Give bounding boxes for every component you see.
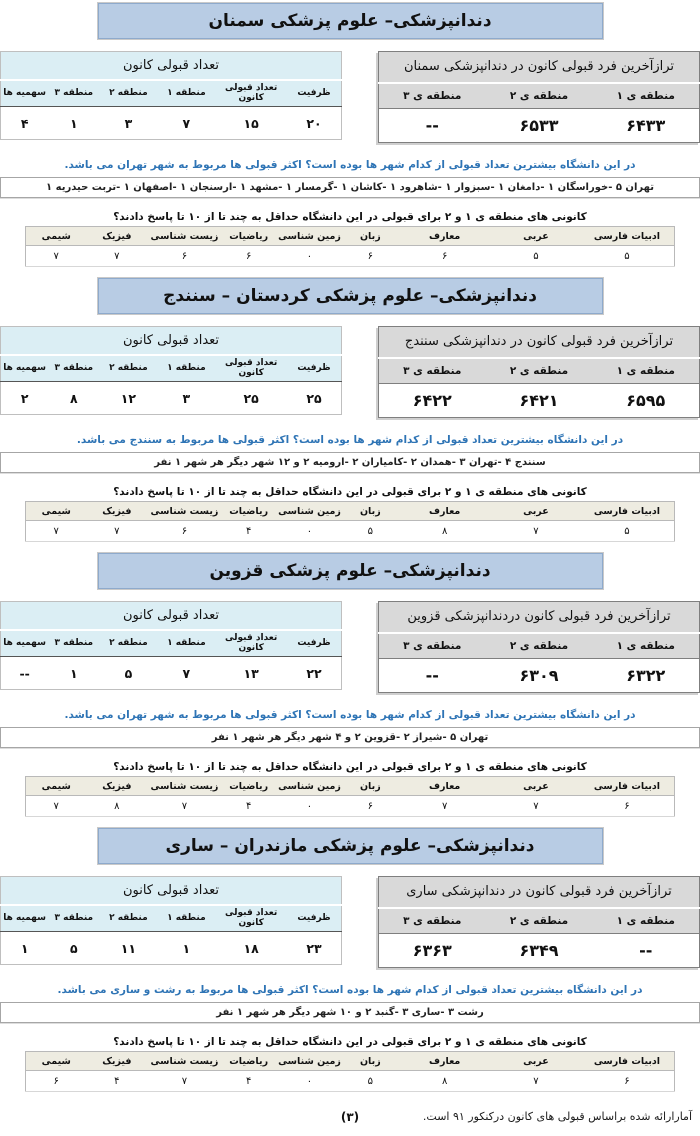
- subject-header-geology: زمین شناسی: [276, 502, 344, 521]
- subject-value-religion: ۸: [397, 1071, 492, 1092]
- score-table-title: ترازآخرین فرد قبولی کانون در دندانپزشکی سمنان: [379, 52, 700, 83]
- subject-header-language: زبان: [343, 1052, 397, 1071]
- score-header-region1: منطقه ی ۱: [593, 633, 700, 659]
- subject-value-chemistry: ۶: [26, 1071, 87, 1092]
- count-value-admitted: ۱۸: [215, 932, 287, 965]
- count-header-quota: سهمیه ها: [1, 905, 49, 932]
- subject-header-biology: زیست شناسی: [147, 777, 221, 796]
- university-section-sanandaj: [0, 278, 700, 542]
- subject-value-math: ۶: [222, 246, 276, 267]
- count-value-region1: ۷: [157, 107, 215, 140]
- subject-value-geology: ۰: [276, 246, 344, 267]
- subject-header-chemistry: شیمی: [26, 502, 87, 521]
- score-header-region2: منطقه ی ۲: [486, 83, 593, 109]
- subject-header-language: زبان: [343, 227, 397, 246]
- subject-header-math: ریاضیات: [222, 1052, 276, 1071]
- count-table-title: تعداد قبولی کانون: [1, 602, 342, 630]
- section-title-bar: [98, 278, 603, 314]
- section-title-bar: [98, 828, 603, 864]
- count-value-region3: ۱: [48, 107, 99, 140]
- score-value-region2: ۶۵۳۳: [486, 109, 593, 143]
- subject-value-physics: ۴: [86, 1071, 147, 1092]
- count-value-quota: --: [1, 657, 49, 690]
- section-title: دندانپزشکی– علوم پزشکی کردستان – سنندج: [163, 286, 537, 306]
- subject-header-physics: فیزیک: [86, 227, 147, 246]
- subject-header-literature: ادبیات فارسی: [580, 227, 675, 246]
- subject-value-chemistry: ۷: [26, 521, 87, 542]
- score-header-region3: منطقه ی ۳: [379, 908, 486, 934]
- score-value-region3: ۶۴۲۲: [379, 384, 486, 418]
- count-value-region3: ۵: [48, 932, 99, 965]
- count-header-region1: منطقه ۱: [157, 630, 215, 657]
- subject-value-arabic: ۵: [492, 246, 580, 267]
- count-value-admitted: ۲۵: [215, 382, 287, 415]
- section-title: دندانپزشکی– علوم پزشکی قزوین: [209, 561, 491, 581]
- subject-value-literature: ۵: [580, 521, 675, 542]
- last-admitted-score-table: [378, 601, 700, 693]
- score-value-region1: ۶۴۳۳: [593, 109, 700, 143]
- count-header-region3: منطقه ۳: [48, 905, 99, 932]
- subject-header-math: ریاضیات: [222, 502, 276, 521]
- count-value-region2: ۱۱: [99, 932, 157, 965]
- score-header-region3: منطقه ی ۳: [379, 633, 486, 659]
- subject-value-physics: ۷: [86, 246, 147, 267]
- count-value-region1: ۳: [157, 382, 215, 415]
- count-value-quota: ۱: [1, 932, 49, 965]
- subject-header-literature: ادبیات فارسی: [580, 502, 675, 521]
- subject-header-religion: معارف: [397, 502, 492, 521]
- subject-value-language: ۵: [343, 521, 397, 542]
- score-value-region3: --: [379, 109, 486, 143]
- subject-value-arabic: ۷: [492, 796, 580, 817]
- count-header-capacity: ظرفیت: [287, 905, 342, 932]
- subject-header-chemistry: شیمی: [26, 777, 87, 796]
- subject-header-physics: فیزیک: [86, 1052, 147, 1071]
- count-header-quota: سهمیه ها: [1, 355, 49, 382]
- page-footer: [0, 1110, 700, 1128]
- score-value-region1: --: [593, 934, 700, 968]
- subject-header-religion: معارف: [397, 777, 492, 796]
- subject-value-chemistry: ۷: [26, 246, 87, 267]
- count-value-region1: ۱: [157, 932, 215, 965]
- subject-value-religion: ۶: [397, 246, 492, 267]
- section-title: دندانپزشکی– علوم پزشکی سمنان: [208, 11, 492, 31]
- section-title: دندانپزشکی– علوم پزشکی مازندران – ساری: [165, 836, 535, 856]
- score-value-region2: ۶۳۴۹: [486, 934, 593, 968]
- subject-value-literature: ۵: [580, 246, 675, 267]
- count-header-capacity: ظرفیت: [287, 80, 342, 107]
- subject-header-geology: زمین شناسی: [276, 1052, 344, 1071]
- subject-question: کانونی های منطقه ی ۱ و ۲ برای قبولی در این دانشگاه حداقل به چند تا از ۱۰ تا پاسخ دادند؟: [113, 211, 587, 223]
- count-table-title: تعداد قبولی کانون: [1, 327, 342, 355]
- subject-header-language: زبان: [343, 777, 397, 796]
- count-value-quota: ۲: [1, 382, 49, 415]
- subject-header-language: زبان: [343, 502, 397, 521]
- score-header-region3: منطقه ی ۳: [379, 83, 486, 109]
- subject-header-geology: زمین شناسی: [276, 777, 344, 796]
- count-value-capacity: ۲۲: [287, 657, 342, 690]
- count-table-title: تعداد قبولی کانون: [1, 877, 342, 905]
- subject-value-math: ۴: [222, 1071, 276, 1092]
- city-list: تهران ۵ -خوراسگان ۱ -دامغان ۱ -سبزوار ۱ -شاهرود ۱ -کاشان ۱ -گرمسار ۱ -مشهد ۱ -ارسنجان ۱ -اصفهان ۱ -تربت حیدریه ۱: [0, 177, 700, 198]
- count-header-region3: منطقه ۳: [48, 630, 99, 657]
- page-number: (۳): [340, 1110, 360, 1124]
- section-title-bar: [98, 553, 603, 589]
- subject-header-chemistry: شیمی: [26, 1052, 87, 1071]
- subject-value-religion: ۸: [397, 521, 492, 542]
- subject-header-arabic: عربی: [492, 227, 580, 246]
- subject-header-physics: فیزیک: [86, 502, 147, 521]
- score-value-region1: ۶۳۲۲: [593, 659, 700, 693]
- count-header-admitted: تعداد قبولی کانون: [215, 630, 287, 657]
- count-value-admitted: ۱۵: [215, 107, 287, 140]
- score-header-region1: منطقه ی ۱: [593, 358, 700, 384]
- university-section-semnan: [0, 3, 700, 267]
- count-value-region1: ۷: [157, 657, 215, 690]
- city-list: سنندج ۴ -تهران ۳ -همدان ۲ -کامیاران ۲ -ارومیه ۲ و ۱۲ شهر دیگر هر شهر ۱ نفر: [0, 452, 700, 473]
- subject-value-literature: ۶: [580, 1071, 675, 1092]
- subject-value-physics: ۸: [86, 796, 147, 817]
- count-header-region1: منطقه ۱: [157, 80, 215, 107]
- subject-value-biology: ۷: [147, 796, 221, 817]
- subject-header-geology: زمین شناسی: [276, 227, 344, 246]
- count-header-capacity: ظرفیت: [287, 630, 342, 657]
- count-header-region2: منطقه ۲: [99, 80, 157, 107]
- subject-value-language: ۶: [343, 796, 397, 817]
- admission-count-table: [0, 601, 342, 690]
- count-value-region3: ۸: [48, 382, 99, 415]
- count-header-admitted: تعداد قبولی کانون: [215, 80, 287, 107]
- count-value-capacity: ۲۳: [287, 932, 342, 965]
- subject-value-math: ۴: [222, 796, 276, 817]
- score-header-region1: منطقه ی ۱: [593, 908, 700, 934]
- footer-note: آمارارائه شده براساس قبولی های کانون درکنکور ۹۱ است.: [422, 1110, 692, 1123]
- subject-header-chemistry: شیمی: [26, 227, 87, 246]
- count-header-region3: منطقه ۳: [48, 80, 99, 107]
- subject-value-geology: ۰: [276, 796, 344, 817]
- score-value-region2: ۶۳۰۹: [486, 659, 593, 693]
- admission-count-table: [0, 326, 342, 415]
- score-value-region2: ۶۴۲۱: [486, 384, 593, 418]
- admission-count-table: [0, 876, 342, 965]
- city-list: رشت ۳ -ساری ۳ -گنبد ۲ و ۱۰ شهر دیگر هر شهر ۱ نفر: [0, 1002, 700, 1023]
- subject-value-math: ۴: [222, 521, 276, 542]
- subject-scores-table: [25, 1051, 675, 1092]
- count-header-capacity: ظرفیت: [287, 355, 342, 382]
- count-value-capacity: ۲۰: [287, 107, 342, 140]
- subject-question: کانونی های منطقه ی ۱ و ۲ برای قبولی در این دانشگاه حداقل به چند تا از ۱۰ تا پاسخ دادند؟: [113, 1036, 587, 1048]
- tables-row: [0, 51, 700, 143]
- score-table-title: ترازآخرین فرد قبولی کانون در دندانپزشکی سنندج: [379, 327, 700, 358]
- count-header-region2: منطقه ۲: [99, 630, 157, 657]
- subject-header-literature: ادبیات فارسی: [580, 1052, 675, 1071]
- subject-header-religion: معارف: [397, 227, 492, 246]
- count-header-region2: منطقه ۲: [99, 355, 157, 382]
- count-header-admitted: تعداد قبولی کانون: [215, 905, 287, 932]
- city-question: در این دانشگاه بیشترین تعداد قبولی از کدام شهر ها بوده است؟ اکثر قبولی ها مربوط به رشت و ساری می باشد.: [57, 984, 643, 996]
- count-header-region2: منطقه ۲: [99, 905, 157, 932]
- count-header-region1: منطقه ۱: [157, 355, 215, 382]
- subject-value-geology: ۰: [276, 521, 344, 542]
- subject-value-language: ۵: [343, 1071, 397, 1092]
- count-value-quota: ۴: [1, 107, 49, 140]
- subject-scores-table: [25, 501, 675, 542]
- university-section-qazvin: [0, 553, 700, 817]
- score-header-region3: منطقه ی ۳: [379, 358, 486, 384]
- last-admitted-score-table: [378, 326, 700, 418]
- city-question: در این دانشگاه بیشترین تعداد قبولی از کدام شهر ها بوده است؟ اکثر قبولی ها مربوط به شهر تهران می باشد.: [64, 159, 636, 171]
- count-value-region2: ۳: [99, 107, 157, 140]
- score-header-region1: منطقه ی ۱: [593, 83, 700, 109]
- subject-header-arabic: عربی: [492, 502, 580, 521]
- count-value-region2: ۱۲: [99, 382, 157, 415]
- count-value-capacity: ۲۵: [287, 382, 342, 415]
- score-table-title: ترازآخرین فرد قبولی کانون دردندانپزشکی قزوین: [379, 602, 700, 633]
- city-question: در این دانشگاه بیشترین تعداد قبولی از کدام شهر ها بوده است؟ اکثر قبولی ها مربوط به شهر تهران می باشد.: [64, 709, 636, 721]
- count-value-region3: ۱: [48, 657, 99, 690]
- section-title-bar: [98, 3, 603, 39]
- score-header-region2: منطقه ی ۲: [486, 358, 593, 384]
- score-value-region3: ۶۳۶۳: [379, 934, 486, 968]
- subject-value-geology: ۰: [276, 1071, 344, 1092]
- subject-question: کانونی های منطقه ی ۱ و ۲ برای قبولی در این دانشگاه حداقل به چند تا از ۱۰ تا پاسخ دادند؟: [113, 761, 587, 773]
- subject-header-religion: معارف: [397, 1052, 492, 1071]
- admission-count-table: [0, 51, 342, 140]
- subject-scores-table: [25, 776, 675, 817]
- subject-header-math: ریاضیات: [222, 227, 276, 246]
- subject-value-arabic: ۷: [492, 521, 580, 542]
- subject-value-biology: ۶: [147, 521, 221, 542]
- subject-header-biology: زیست شناسی: [147, 1052, 221, 1071]
- subject-value-physics: ۷: [86, 521, 147, 542]
- count-header-quota: سهمیه ها: [1, 630, 49, 657]
- subject-header-math: ریاضیات: [222, 777, 276, 796]
- subject-header-arabic: عربی: [492, 1052, 580, 1071]
- subject-scores-table: [25, 226, 675, 267]
- university-section-sari: [0, 828, 700, 1092]
- subject-header-physics: فیزیک: [86, 777, 147, 796]
- count-value-region2: ۵: [99, 657, 157, 690]
- score-header-region2: منطقه ی ۲: [486, 908, 593, 934]
- score-header-region2: منطقه ی ۲: [486, 633, 593, 659]
- subject-value-biology: ۶: [147, 246, 221, 267]
- count-table-title: تعداد قبولی کانون: [1, 52, 342, 80]
- tables-row: [0, 876, 700, 968]
- tables-row: [0, 601, 700, 693]
- subject-header-arabic: عربی: [492, 777, 580, 796]
- city-list: تهران ۵ -شیراز ۲ -قزوین ۲ و ۴ شهر دیگر هر شهر ۱ نفر: [0, 727, 700, 748]
- subject-value-literature: ۶: [580, 796, 675, 817]
- count-value-admitted: ۱۳: [215, 657, 287, 690]
- city-question: در این دانشگاه بیشترین تعداد قبولی از کدام شهر ها بوده است؟ اکثر قبولی ها مربوط به سنندج می باشد.: [76, 434, 624, 446]
- count-header-region3: منطقه ۳: [48, 355, 99, 382]
- count-header-quota: سهمیه ها: [1, 80, 49, 107]
- tables-row: [0, 326, 700, 418]
- subject-value-religion: ۷: [397, 796, 492, 817]
- subject-value-language: ۶: [343, 246, 397, 267]
- count-header-admitted: تعداد قبولی کانون: [215, 355, 287, 382]
- subject-value-arabic: ۷: [492, 1071, 580, 1092]
- last-admitted-score-table: [378, 876, 700, 968]
- subject-value-biology: ۷: [147, 1071, 221, 1092]
- score-value-region1: ۶۵۹۵: [593, 384, 700, 418]
- subject-header-biology: زیست شناسی: [147, 502, 221, 521]
- subject-header-biology: زیست شناسی: [147, 227, 221, 246]
- subject-question: کانونی های منطقه ی ۱ و ۲ برای قبولی در این دانشگاه حداقل به چند تا از ۱۰ تا پاسخ دادند؟: [113, 486, 587, 498]
- score-table-title: ترازآخرین فرد قبولی کانون در دندانپزشکی ساری: [379, 877, 700, 908]
- last-admitted-score-table: [378, 51, 700, 143]
- subject-header-literature: ادبیات فارسی: [580, 777, 675, 796]
- score-value-region3: --: [379, 659, 486, 693]
- subject-value-chemistry: ۷: [26, 796, 87, 817]
- count-header-region1: منطقه ۱: [157, 905, 215, 932]
